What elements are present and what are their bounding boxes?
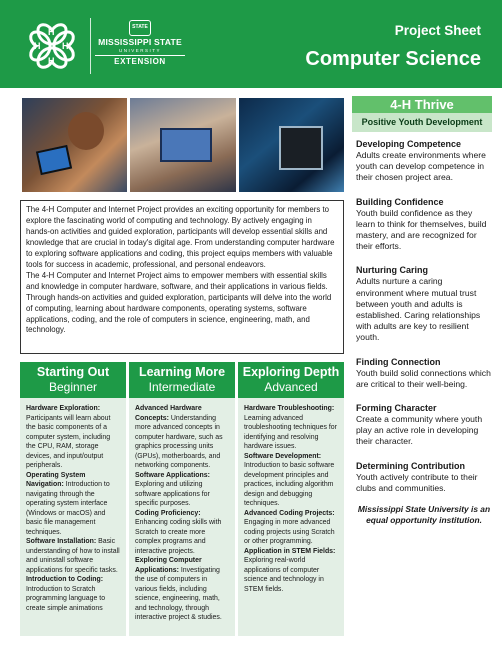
column-header <box>20 362 126 398</box>
column-header <box>238 362 344 398</box>
thrive-item <box>356 196 492 253</box>
intro-paragraph-2: The 4-H Computer and Internet Project aims to empower members with essential skills and knowledge in computer hardware, software, and their applications in various fields. Through hands-on activities and guided exploration, participants will delve into the world of computing, learning about hardware components, operating systems, software applications, coding, and the role of computers in science, engineering, math, and technology. <box>26 270 332 335</box>
thrive-item-heading: Forming Character <box>356 403 437 414</box>
column-level: Beginner <box>48 380 98 394</box>
item-heading: Advanced Hardware Concepts: <box>135 405 202 422</box>
svg-text:H: H <box>62 41 69 51</box>
thrive-item-text: Adults nurture a caring environment where mutual trust between youth and adults is established. Caring relationships with adults are key to resilient youth. <box>356 276 481 343</box>
thrive-item-text: Youth actively contribute to their clubs and communities. <box>356 471 478 493</box>
item-text: Introduction to Scratch programming language to create simple animations <box>26 585 106 612</box>
item-heading: Coding Proficiency: <box>135 509 201 517</box>
item-text: Introduction to navigating through the operating system interface (Windows or macOS) and basic file management techniques. <box>26 481 110 536</box>
thrive-item-text: Youth build solid connections which are critical to their well-being. <box>356 367 491 389</box>
column-item <box>244 452 339 509</box>
item-text: Participants will learn about the basic components of a computer system, including the CPU, RAM, storage devices, and input/output peripherals. <box>26 414 111 469</box>
msu-university: UNIVERSITY <box>118 48 161 53</box>
circuit-board-photo <box>239 98 344 192</box>
thrive-item-text: Adults create environments where youth can develop competence in their chosen project area. <box>356 150 486 183</box>
item-heading: Application in STEM Fields: <box>244 547 336 555</box>
svg-text:H: H <box>48 56 55 66</box>
svg-text:H: H <box>48 27 55 37</box>
intro-paragraph-1: The 4-H Computer and Internet Project provides an exciting opportunity for members to explore the fascinating world of computing and technology. By actively engaging in hands-on activities and guided exploration, participants will develop essential skills and knowledge that are crucial in today's digital age. From understanding computer hardware to exploring software applications and coding, this project equips members with valuable tools for success in academic, professional, and personal endeavors. <box>26 205 335 269</box>
thrive-item <box>356 402 492 448</box>
thrive-title: 4-H Thrive <box>390 97 454 112</box>
thrive-subtitle: Positive Youth Development <box>352 113 492 132</box>
column-beginner <box>20 362 126 636</box>
item-text: Enhancing coding skills with Scratch to create more complex programs and interactive projects. <box>135 519 222 555</box>
item-heading: Software Installation: <box>26 538 97 545</box>
item-heading: Operating System Navigation: <box>26 471 86 488</box>
thrive-item-heading: Developing Competence <box>356 139 462 149</box>
thrive-item <box>356 356 492 390</box>
column-item <box>26 575 121 613</box>
column-title: Exploring Depth <box>242 365 340 379</box>
thrive-item-text: Youth build confidence as they learn to think for themselves, build mastery, and are recognized for their efforts. <box>356 207 487 252</box>
column-item <box>135 509 230 557</box>
boy-with-tablet-photo <box>22 98 127 192</box>
thrive-item-heading: Finding Connection <box>356 356 441 367</box>
item-text: Investigating the use of computers in various fields, including science, engineering, math, and technology, through interactive project & studies. <box>135 566 222 621</box>
item-text: Exploring and utilizing software applications for specific purposes. <box>135 481 210 507</box>
column-body <box>238 398 344 594</box>
column-item <box>26 404 121 471</box>
item-text: Exploring real-world applications of computer science and technology in STEM fields. <box>244 557 324 593</box>
column-item <box>244 547 339 595</box>
header-banner <box>0 0 502 88</box>
item-text: Basic understanding of how to install and uninstall software applications for specific tasks. <box>26 538 120 574</box>
thrive-item-heading: Building Confidence <box>356 196 444 207</box>
column-item <box>26 471 121 538</box>
thrive-sidebar <box>356 138 492 525</box>
intro-box <box>20 200 344 354</box>
item-heading: Hardware Troubleshooting: <box>244 405 335 412</box>
item-heading: Software Development: <box>244 452 322 460</box>
item-text: Engaging in more advanced coding projects using Scratch or other programming. <box>244 519 335 545</box>
msu-name: MISSISSIPPI STATE <box>98 37 182 47</box>
msu-extension: EXTENSION <box>95 55 185 66</box>
photo-strip <box>22 98 344 192</box>
column-advanced <box>238 362 344 636</box>
item-heading: Advanced Coding Projects: <box>244 509 335 517</box>
column-item <box>135 404 230 471</box>
msu-seal-icon: STATE <box>129 20 151 36</box>
item-heading: Exploring Computer Applications: <box>135 557 202 574</box>
4h-clover-logo-icon <box>24 18 80 74</box>
column-item <box>26 537 121 575</box>
thrive-item <box>356 264 492 343</box>
column-body <box>129 398 235 623</box>
column-body <box>20 398 126 613</box>
msu-extension-logo <box>95 20 185 66</box>
column-item <box>244 404 339 452</box>
column-level: Intermediate <box>148 380 216 394</box>
thrive-item-text: Create a community where youth play an active role in developing their character. <box>356 414 483 447</box>
column-item <box>135 471 230 509</box>
svg-text:H: H <box>34 41 41 51</box>
item-heading: Software Applications: <box>135 471 210 479</box>
column-title: Starting Out <box>36 365 110 379</box>
robot-toy-photo <box>130 98 235 192</box>
thrive-item <box>356 460 492 494</box>
thrive-item-heading: Determining Contribution <box>356 460 465 471</box>
logo-divider <box>90 18 91 74</box>
document-title: Computer Science <box>305 48 481 70</box>
item-heading: Introduction to Coding: <box>26 576 104 583</box>
item-text: Understanding more advanced concepts in computer hardware, such as graphics processing units (GPUs), motherboards, and networking components. <box>135 414 223 469</box>
column-header <box>129 362 235 398</box>
column-intermediate <box>129 362 235 636</box>
document-kicker: Project Sheet <box>394 23 481 38</box>
column-level: Advanced <box>264 380 318 394</box>
equal-opportunity-statement: Mississippi State University is an equal opportunity institution. <box>357 504 491 525</box>
column-item <box>244 509 339 547</box>
thrive-item <box>356 138 492 184</box>
column-item <box>135 556 230 623</box>
thrive-item-heading: Nurturing Caring <box>356 265 428 276</box>
item-text: Introduction to basic software development principles and practices, including algorithm design and debugging techniques. <box>244 462 335 507</box>
item-text: Learning advanced troubleshooting techniques for identifying and resolving hardware issues. <box>244 414 337 450</box>
column-title: Learning More <box>138 365 226 379</box>
item-heading: Hardware Exploration: <box>26 405 101 412</box>
